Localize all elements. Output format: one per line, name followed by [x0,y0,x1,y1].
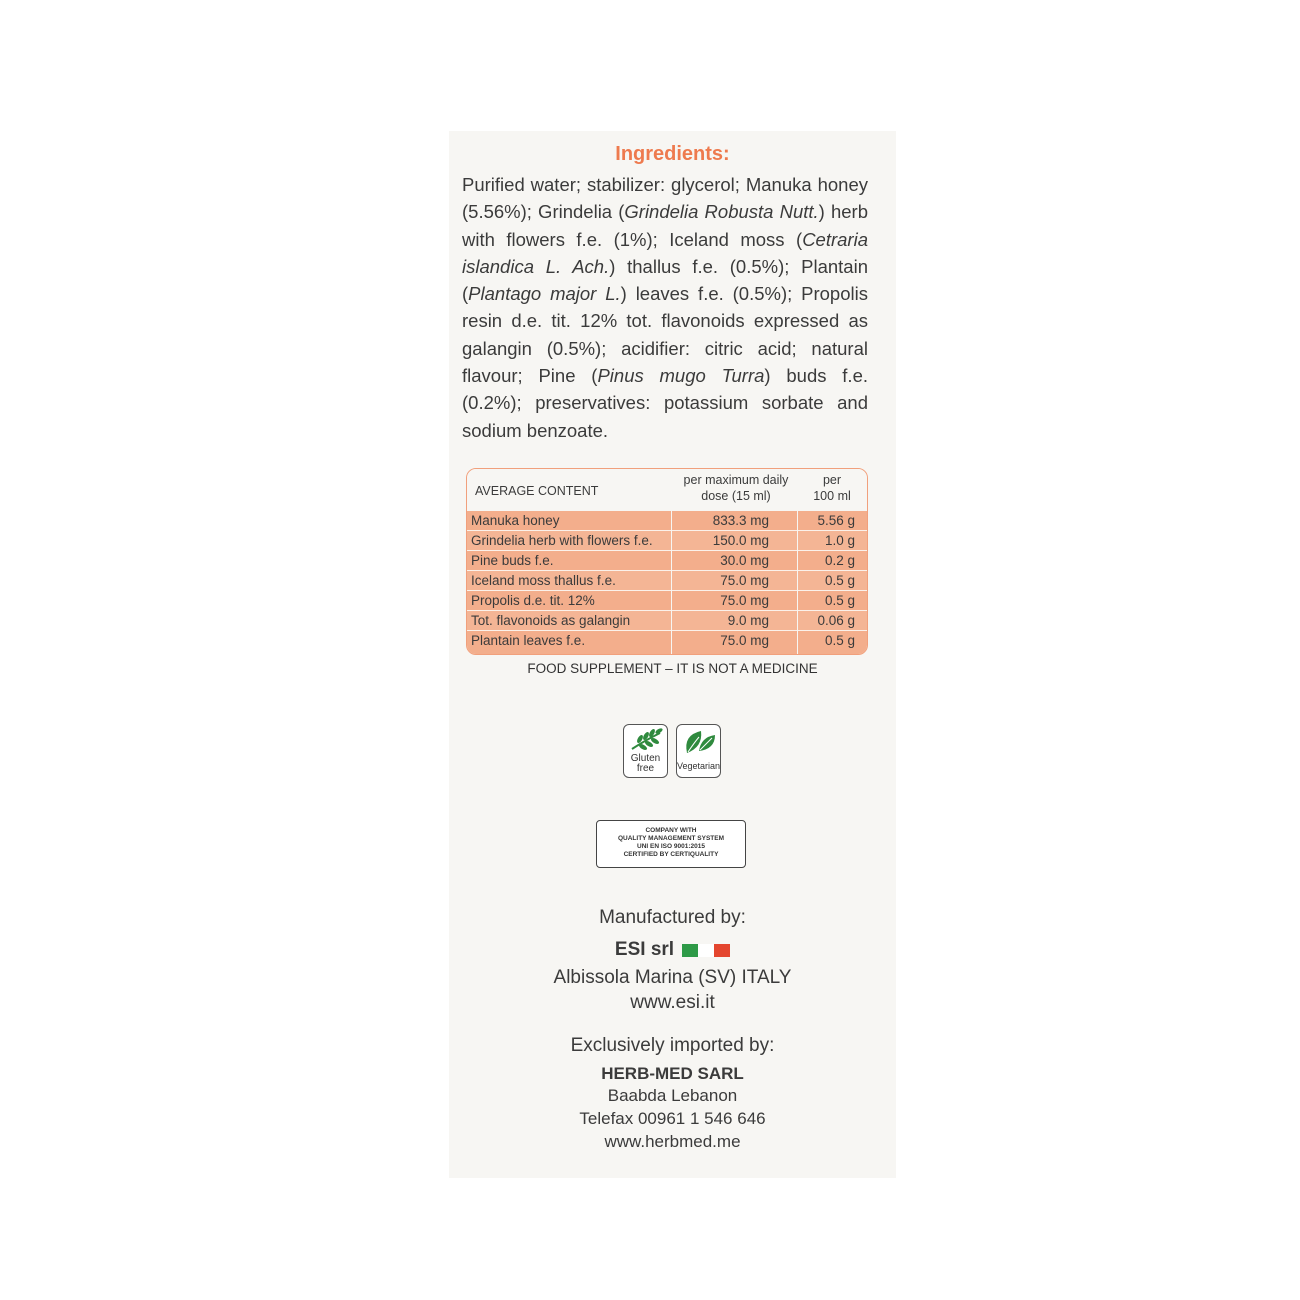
gluten-free-label-line2: free [636,763,655,774]
table-row [467,591,867,610]
row-per-dose: 75.0 mg [720,593,769,608]
row-name: Plantain leaves f.e. [471,633,586,648]
wheat-icon [624,725,667,755]
ingredients-part-latin: Pinus mugo Turra [597,365,765,387]
ingredients-part: ) leaves f.e. (0.5%); Propolis resin d.e. tit. 12% tot. flavonoids expressed as galangin (0.5%); acidifier: citric acid; natural flavour; Pine ( [462,283,868,387]
row-per-100ml: 0.5 g [824,573,855,588]
table-row [467,631,867,654]
table-row [467,571,867,590]
manufactured-by-label: Manufactured by: [599,907,746,928]
row-per-100ml: 0.2 g [824,553,855,568]
label-panel [449,131,896,1178]
row-per-dose: 75.0 mg [720,573,769,588]
manufacturer-name-line [449,939,896,961]
ingredients-title: Ingredients: [615,143,730,165]
header-average-content: AVERAGE CONTENT [475,484,599,498]
ingredients-part-latin: Plantago major L. [468,283,621,305]
header-per-dose [671,472,801,504]
ingredients-part-latin: Grindelia Robusta Nutt. [624,201,819,223]
row-per-dose: 30.0 mg [720,553,769,568]
iso-line: UNI EN ISO 9001:2015 [637,843,705,850]
imported-by-label: Exclusively imported by: [570,1035,775,1056]
column-divider [671,511,672,654]
row-per-dose: 150.0 mg [712,533,769,548]
manufacturer-name: ESI srl [614,939,675,960]
importer-telefax: Telefax 00961 1 546 646 [579,1109,766,1128]
row-per-100ml: 1.0 g [824,533,855,548]
header-per-100ml-line2: 100 ml [813,489,851,503]
row-per-100ml: 0.5 g [824,633,855,648]
row-per-100ml: 0.06 g [817,613,855,628]
importer-address: Baabda Lebanon [607,1086,738,1105]
row-name: Pine buds f.e. [471,553,554,568]
importer-website: www.herbmed.me [604,1132,741,1151]
ingredients-part: ) herb with flowers f.e. (1%); Iceland moss ( [462,201,868,250]
row-per-100ml: 5.56 g [817,513,855,528]
nutrition-table [466,468,868,655]
row-name: Propolis d.e. tit. 12% [471,593,595,608]
row-name: Tot. flavonoids as galangin [471,613,631,628]
manufacturer-address: Albissola Marina (SV) ITALY [553,967,792,988]
leaf-icon [677,725,720,759]
header-per-dose-line2: dose (15 ml) [701,489,771,503]
iso-line: QUALITY MANAGEMENT SYSTEM [617,835,725,842]
importer-name: HERB-MED SARL [601,1064,744,1083]
column-divider [797,511,798,654]
table-row [467,551,867,570]
gluten-free-label-line1: Gluten [630,753,661,764]
iso-line: CERTIFIED BY CERTIQUALITY [623,851,719,858]
gluten-free-badge [623,724,668,778]
manufacturer-website: www.esi.it [630,992,715,1013]
vegetarian-badge [676,724,721,778]
row-per-100ml: 0.5 g [824,593,855,608]
row-per-dose: 75.0 mg [720,633,769,648]
row-name: Grindelia herb with flowers f.e. [471,533,653,548]
row-per-dose: 9.0 mg [727,613,769,628]
italy-flag-icon [682,941,730,954]
ingredients-part: ) thallus f.e. (0.5%); Plantain ( [462,255,868,305]
ingredients-part: ) buds f.e. (0.2%); preservatives: potassium sorbate and sodium benzoate. [462,365,868,441]
table-row [467,531,867,550]
header-per-100ml-line1: per [822,473,842,487]
table-header [467,469,867,511]
iso-certification-badge [596,820,746,868]
iso-line: COMPANY WITH [645,827,697,834]
row-name: Manuka honey [471,513,560,528]
table-row [467,511,867,530]
header-per-100ml [801,472,863,504]
ingredients-text [462,171,868,444]
vegetarian-label: Vegetarian [677,761,721,771]
row-per-dose: 833.3 mg [712,513,769,528]
table-row [467,611,867,630]
ingredients-part-latin: Cetraria islandica L. Ach. [462,228,868,277]
row-name: Iceland moss thallus f.e. [471,573,616,588]
header-per-dose-line1: per maximum daily [683,473,789,487]
food-supplement-notice: FOOD SUPPLEMENT – IT IS NOT A MEDICINE [527,661,818,676]
ingredients-part: Purified water; stabilizer: glycerol; Manuka honey (5.56%); Grindelia ( [462,174,868,223]
